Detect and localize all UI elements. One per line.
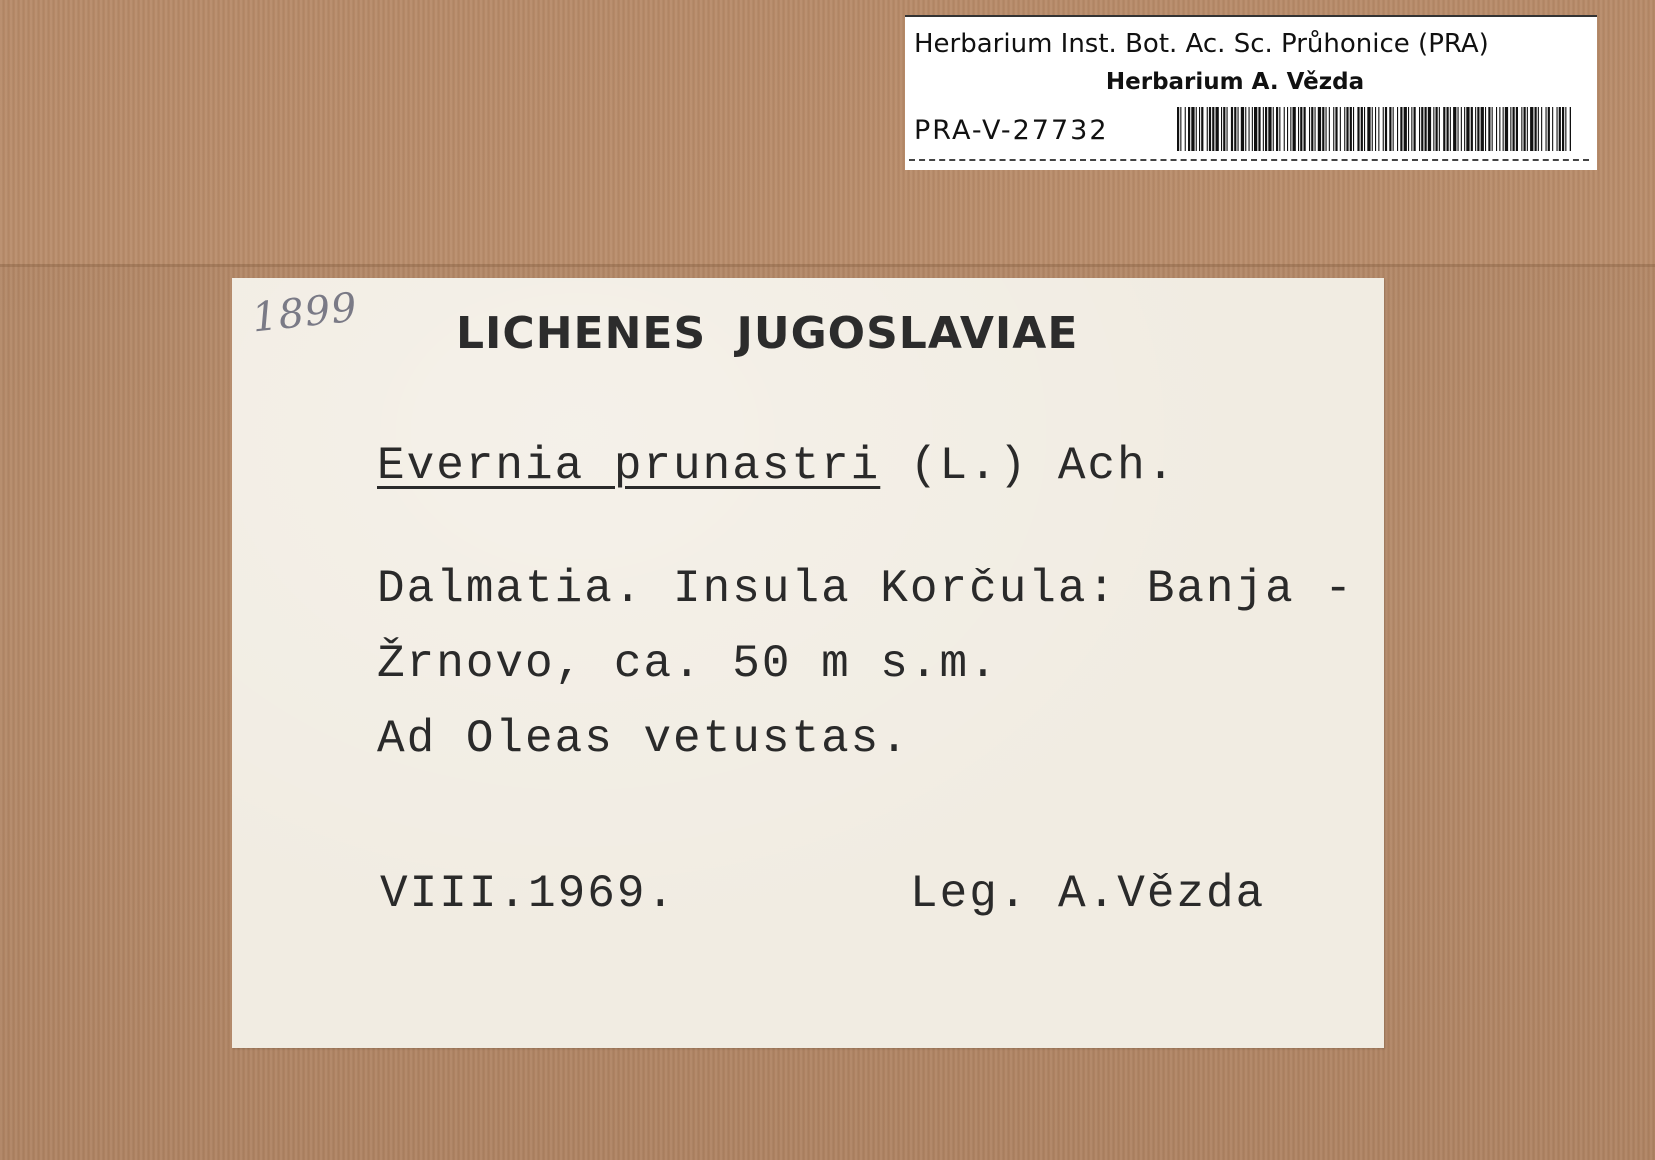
barcode-bar xyxy=(1503,107,1504,151)
barcode-bar xyxy=(1546,107,1547,151)
barcode-bar xyxy=(1433,107,1434,151)
barcode-bar xyxy=(1300,107,1302,151)
barcode-bar xyxy=(1538,107,1539,151)
barcode-bar xyxy=(1364,107,1365,151)
barcode-bar xyxy=(1499,107,1500,151)
barcode-bar xyxy=(1375,107,1376,151)
barcode-bar xyxy=(1475,107,1476,151)
barcode-bar xyxy=(1552,107,1553,151)
barcode-bar xyxy=(1350,107,1352,151)
barcode-bar xyxy=(1258,107,1260,151)
barcode-bar xyxy=(1329,107,1330,151)
barcode-bar xyxy=(1458,107,1459,151)
barcode-bar xyxy=(1196,107,1197,151)
barcode-bar xyxy=(1411,107,1412,151)
cardboard-fold xyxy=(0,264,1655,267)
barcode-bar xyxy=(1404,107,1407,151)
barcode-bar xyxy=(1221,107,1222,151)
barcode-bar xyxy=(1241,107,1244,151)
specimen-id: PRA-V-27732 xyxy=(914,115,1109,146)
barcode-bar xyxy=(1408,107,1409,151)
barcode-bar xyxy=(1436,107,1438,151)
barcode-bar xyxy=(1414,107,1416,151)
barcode-bar xyxy=(1428,107,1431,151)
barcode-bar xyxy=(1421,107,1423,151)
barcode-bar xyxy=(1333,107,1334,151)
barcode-bar xyxy=(1188,107,1190,151)
barcode-bar xyxy=(1383,107,1384,151)
barcode-bar xyxy=(1326,107,1327,151)
taxon-author: (L.) Ach. xyxy=(909,440,1177,492)
barcode-bar xyxy=(1216,107,1219,151)
barcode-bar xyxy=(1252,107,1253,151)
barcode-bar xyxy=(1177,107,1179,151)
barcode-bar xyxy=(1201,107,1203,151)
barcode-bar xyxy=(1505,107,1508,151)
barcode-bar xyxy=(1207,107,1208,151)
barcode-bar xyxy=(1425,107,1427,151)
barcode-bar xyxy=(1548,107,1550,151)
barcode-bar xyxy=(1524,107,1526,151)
taxon-line xyxy=(377,440,1176,492)
barcode-bar xyxy=(1340,107,1341,151)
substrate-text: Ad Oleas vetustas. xyxy=(377,713,910,765)
barcode-bar xyxy=(1191,107,1194,151)
barcode-bar xyxy=(1276,107,1278,151)
barcode-bar xyxy=(1357,107,1359,151)
barcode-bar xyxy=(1249,107,1250,151)
collection-date: VIII.1969. xyxy=(380,868,677,920)
barcode-bar xyxy=(1185,107,1186,151)
collector-text: Leg. A.Vězda xyxy=(910,868,1266,920)
barcode-bar xyxy=(1254,107,1257,151)
barcode-bar xyxy=(1565,107,1566,151)
barcode-graphic xyxy=(1177,107,1571,151)
barcode-bar xyxy=(1559,107,1561,151)
barcode-bar xyxy=(1393,107,1394,151)
barcode-bar xyxy=(1530,107,1533,151)
barcode-bar xyxy=(1439,107,1440,151)
barcode-bar xyxy=(1273,107,1274,151)
barcode-bar xyxy=(1541,107,1542,151)
barcode-bar xyxy=(1447,107,1449,151)
taxon-name: Evernia prunastri xyxy=(377,440,881,492)
barcode-bar xyxy=(1279,107,1280,151)
barcode-bar xyxy=(1199,107,1200,151)
barcode-bar xyxy=(1521,107,1522,151)
barcode-bar xyxy=(1335,107,1337,151)
barcode-bar xyxy=(1180,107,1181,151)
barcode-bar xyxy=(1209,107,1211,151)
barcode-bar xyxy=(1450,107,1451,151)
barcode-bar xyxy=(1485,107,1486,151)
barcode-bar xyxy=(1397,107,1398,151)
barcode-bar xyxy=(1367,107,1370,151)
barcode-bar xyxy=(1419,107,1420,151)
barcode-bar xyxy=(1263,107,1264,151)
barcode-bar xyxy=(1378,107,1379,151)
barcode-bar xyxy=(1265,107,1267,151)
barcode-bar xyxy=(1315,107,1316,151)
barcode-bar xyxy=(1461,107,1462,151)
barcode-bar xyxy=(1227,107,1228,151)
barcode-bar xyxy=(1231,107,1233,151)
barcode-bar xyxy=(1287,107,1288,151)
barcode-bar xyxy=(1488,107,1490,151)
barcode-bar xyxy=(1268,107,1271,151)
herbarium-name: Herbarium A. Vězda xyxy=(1105,69,1365,95)
barcode-bar xyxy=(1245,107,1246,151)
barcode-label xyxy=(905,15,1597,170)
barcode-bar xyxy=(1322,107,1324,151)
barcode-bar xyxy=(1516,107,1518,151)
institution-text: Herbarium Inst. Bot. Ac. Sc. Průhonice (PRA) xyxy=(914,29,1489,59)
barcode-bar xyxy=(1535,107,1537,151)
barcode-bar xyxy=(1477,107,1479,151)
barcode-bar xyxy=(1318,107,1321,151)
barcode-bar xyxy=(1293,107,1296,151)
barcode-bar xyxy=(1527,107,1528,151)
barcode-bar xyxy=(1400,107,1402,151)
barcode-bar xyxy=(1453,107,1456,151)
barcode-bar xyxy=(1562,107,1564,151)
series-title: LICHENES JUGOSLAVIAE xyxy=(456,308,1079,359)
barcode-bar xyxy=(1510,107,1511,151)
barcode-bar xyxy=(1570,107,1571,151)
barcode-bar xyxy=(1481,107,1484,151)
barcode-bar xyxy=(1223,107,1225,151)
barcode-bar xyxy=(1234,107,1236,151)
barcode-bar xyxy=(1361,107,1363,151)
barcode-bar xyxy=(1212,107,1214,151)
barcode-bar xyxy=(1344,107,1345,151)
barcode-bar xyxy=(1443,107,1445,151)
barcode-bar xyxy=(1309,107,1310,151)
barcode-bar xyxy=(1284,107,1285,151)
handwritten-number: 1899 xyxy=(249,284,360,342)
barcode-bar xyxy=(1471,107,1473,151)
barcode-bar xyxy=(1557,107,1558,151)
locality-line-2: Žrnovo, ca. 50 m s.m. xyxy=(377,638,999,690)
barcode-bar xyxy=(1464,107,1465,151)
barcode-bar xyxy=(1346,107,1348,151)
barcode-bar xyxy=(1311,107,1313,151)
barcode-bar xyxy=(1496,107,1497,151)
barcode-bar xyxy=(1389,107,1391,151)
barcode-bar xyxy=(1238,107,1239,151)
barcode-bar xyxy=(1353,107,1354,151)
barcode-bar xyxy=(1372,107,1373,151)
dashed-cut-line xyxy=(909,159,1589,161)
barcode-bar xyxy=(1290,107,1291,151)
barcode-bar xyxy=(1492,107,1493,151)
specimen-label xyxy=(232,278,1384,1048)
locality-line-1: Dalmatia. Insula Korčula: Banja - xyxy=(377,563,1354,615)
barcode-bar xyxy=(1298,107,1299,151)
barcode-bar xyxy=(1385,107,1387,151)
barcode-bar xyxy=(1466,107,1469,151)
barcode-bar xyxy=(1304,107,1306,151)
barcode-bar xyxy=(1513,107,1515,151)
